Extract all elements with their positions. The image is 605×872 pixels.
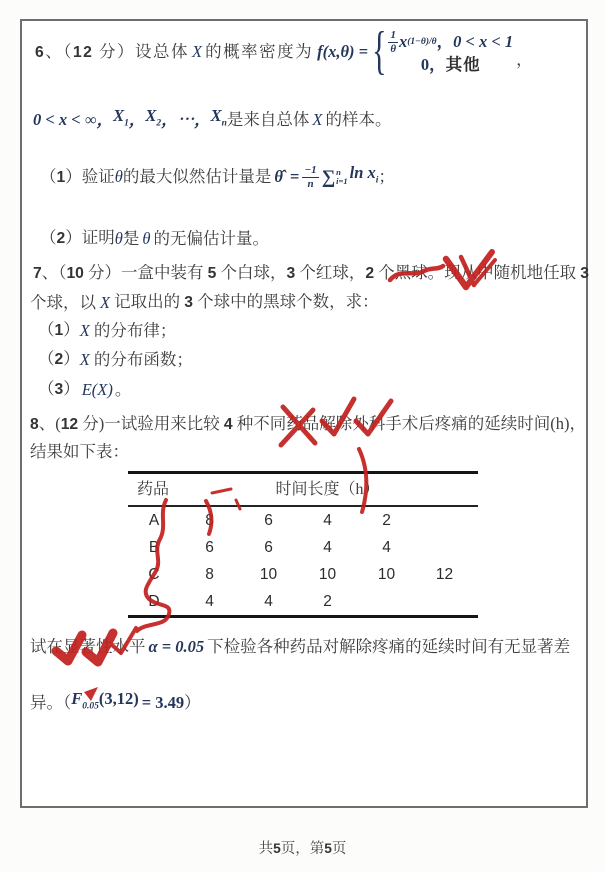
mle-formula	[274, 166, 302, 188]
cell-value: 4	[264, 592, 273, 610]
cell-value: 6	[264, 538, 273, 556]
cell-value: 2	[382, 511, 391, 529]
problem-8-closing-1	[30, 636, 570, 658]
cell-value: 8	[205, 565, 214, 583]
cell-value: 4	[382, 538, 391, 556]
case-2	[388, 55, 513, 75]
table-bottom-rule	[128, 615, 478, 618]
summation	[322, 168, 348, 187]
sigma-symbol: ∑	[321, 166, 336, 188]
cell-value: 8	[205, 511, 214, 529]
summation-limits: n i=1	[336, 167, 348, 186]
part-text: 的分布函数；	[93, 349, 193, 369]
cell-value: 10	[318, 565, 337, 583]
closing-text-3: 异。（	[30, 692, 72, 712]
math-theta-hat: θ̂	[114, 228, 123, 248]
table-row	[128, 507, 478, 534]
drug-label: A	[148, 511, 160, 529]
equals-sign: =	[290, 167, 300, 186]
problem-8-closing-2	[30, 688, 201, 717]
table-row	[128, 561, 478, 588]
problem-6-intro-text: 6、（12 分）设总体	[35, 41, 190, 61]
problem-7-part-2	[38, 348, 193, 371]
math-expectation: E(X)	[81, 379, 113, 399]
problem-6-intro-line	[35, 22, 533, 80]
cell-value: 12	[435, 565, 454, 583]
part-1-text-2: 的最大似然估计量是	[122, 167, 272, 186]
part-text: 。	[114, 379, 132, 399]
part-2-text-3: 的无偏估计量。	[153, 228, 269, 248]
math-X1: $X_1$	[113, 106, 129, 129]
math-X: X	[312, 109, 323, 129]
sample-text-2: 的样本。	[325, 109, 392, 129]
problem-7-line-1	[33, 262, 589, 285]
fraction-minus1-over-n: $\frac{-1}{n}$	[304, 163, 317, 190]
part-label: （3）	[38, 379, 80, 398]
problem-6-part-1	[40, 161, 395, 193]
math-condition: 0 < x < ∞，	[33, 109, 114, 129]
drug-duration-table	[128, 471, 478, 618]
trailing-comma: ，	[516, 49, 533, 69]
closing-text-2: 下检验各种药品对解除疼痛的延续时间有无显著差	[207, 637, 571, 656]
drug-label: D	[148, 592, 160, 610]
cell-value: 10	[259, 565, 278, 583]
part-2-text: （2）证明	[40, 228, 115, 247]
part-2-text-2: 是	[122, 228, 140, 248]
case-2-label: 其他	[445, 54, 481, 74]
closing-text-1: 试在显著性水平	[30, 637, 146, 656]
part-label: （2）	[38, 349, 80, 368]
cell-value: 6	[205, 538, 214, 556]
left-brace: {	[372, 22, 387, 80]
cell-value: 2	[323, 592, 332, 610]
x-exponent: (1−θ)/θ	[407, 37, 437, 47]
table-row	[128, 588, 478, 615]
ln-x-term: $\ln x_i$	[349, 163, 379, 186]
theta-hat: θ̂	[274, 167, 283, 186]
case-1: $\frac{1}{\theta}$ x (1−θ)/θ ， 0 < x < 1	[390, 28, 514, 55]
problem-7-text-2b: 记取出的 3 个球中的黑球个数，求：	[114, 292, 379, 311]
problem-8-line-2	[30, 441, 129, 463]
f-statistic: $F_{0.05}(3,12)$	[71, 689, 139, 712]
formula-cases	[388, 30, 513, 75]
problem-8-line-1	[30, 413, 586, 436]
problem-7-part-3	[38, 378, 131, 401]
case-1-condition: 0 < x < 1	[453, 32, 514, 51]
math-X: X	[79, 320, 90, 340]
math-Xn: $X_n$	[210, 106, 227, 129]
math-X: X	[100, 292, 111, 312]
problem-6-sample-line	[33, 105, 392, 134]
table-header-row	[128, 474, 478, 505]
math-theta: θ	[142, 228, 151, 248]
column-header-drug: 药品	[137, 480, 170, 498]
part-text: 的分布律；	[93, 320, 177, 340]
table-row	[128, 534, 478, 561]
problem-6-part-2	[40, 227, 269, 250]
x-base: x	[398, 32, 408, 51]
fraction-1-over-theta: $\frac{1}{\theta}$	[390, 28, 397, 55]
alpha-level: α = 0.05	[148, 637, 205, 656]
closing-paren: ）	[184, 692, 201, 712]
formula-lhs: f(x,θ) =	[317, 42, 369, 61]
math-theta: θ	[114, 167, 123, 186]
drug-label: B	[148, 538, 160, 556]
semicolon: ；	[378, 167, 395, 186]
f-critical-value: = 3.49	[141, 692, 185, 712]
math-X: X	[79, 349, 90, 369]
column-header-time: 时间长度（h）	[275, 480, 380, 498]
math-X: X	[192, 42, 203, 61]
problem-8-text-1: 8、(12 分)一试验用来比较 4 种不同药品解除外科手术后疼痛的延续时间(h)，	[30, 414, 586, 433]
case-2-value: 0，	[420, 54, 446, 74]
cell-value: 4	[323, 511, 332, 529]
comma: ，	[128, 109, 146, 129]
problem-7-text-2a: 个球，以	[30, 292, 96, 312]
problem-7-part-1	[38, 319, 176, 342]
cell-value: 10	[377, 565, 396, 583]
cell-value: 6	[264, 511, 273, 529]
ellipsis: ，⋯，	[161, 109, 211, 129]
part-1-text: （1）验证	[40, 166, 115, 186]
problem-7-text-1: 7、（10 分）一盒中装有 5 个白球，3 个红球，2 个黑球。现从中随机地任取 3	[33, 263, 590, 282]
piecewise-density-formula	[317, 22, 533, 80]
part-label: （1）	[38, 320, 80, 339]
sample-text: 是来自总体	[226, 109, 310, 129]
drug-label: C	[148, 565, 160, 583]
cell-value: 4	[323, 538, 332, 556]
math-X2: $X_2$	[145, 106, 162, 129]
problem-8-text-2: 结果如下表：	[30, 442, 129, 461]
cell-value: 4	[205, 592, 214, 610]
problem-7-line-2	[30, 291, 379, 314]
footer-page-number: 共5页，第5页	[258, 841, 347, 857]
problem-6-intro-text-2: 的概率密度为	[205, 42, 314, 61]
